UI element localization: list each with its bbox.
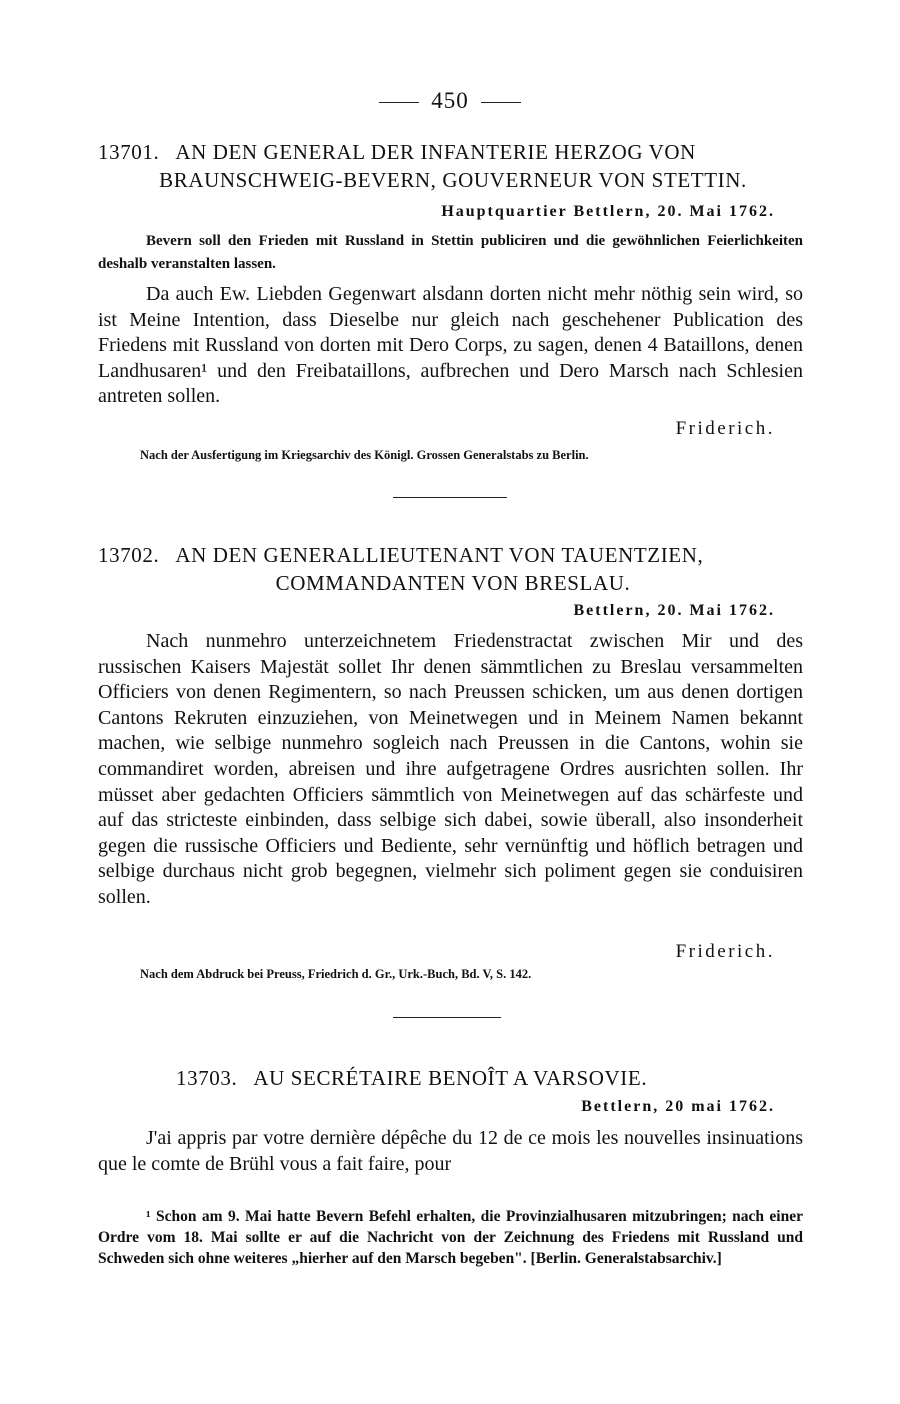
place-date: Bettlern, 20. Mai 1762. [573,602,775,619]
footnote: ¹ Schon am 9. Mai hatte Bevern Befehl erhalten, die Provinzialhusaren mitzubringen; nach einer Ordre vom 18. Mai sollte er auf die Nachricht von der Zeichnung des Friedens mit Russland und Schweden sich ohne weiteres „hierher auf den Marsch begeben". [Berlin. Generalstabsarchiv.] [98,1208,803,1267]
source-note: Nach der Ausfertigung im Kriegsarchiv des Königl. Grossen Generalstabs zu Berlin. [140,448,589,462]
heading-line-1: AN DEN GENERAL DER INFANTERIE HERZOG VON [175,140,696,164]
heading-line-2: COMMANDANTEN VON BRESLAU. [275,571,631,595]
section-divider [393,1017,501,1018]
heading-line-2: BRAUNSCHWEIG-BEVERN, GOUVERNEUR VON STETTIN. [159,168,747,192]
page-number-dash-right [481,102,521,103]
place-date: Hauptquartier Bettlern, 20. Mai 1762. [441,203,775,220]
page-number-text: 450 [431,88,469,113]
letter-summary: Bevern soll den Frieden mit Russland in Stettin publiciren und die gewöhnlichen Feierlichkeiten deshalb veranstalten lassen. [98,233,803,272]
letter-heading-13702 [98,541,808,597]
letter-number: 13702. [98,543,160,567]
letter-number: 13703. [176,1066,238,1090]
letter-number: 13701. [98,140,160,164]
heading-line-1: AU SECRÉTAIRE BENOÎT A VARSOVIE. [253,1066,648,1090]
letter-body: J'ai appris par votre dernière dépêche du 12 de ce mois les nouvelles insinuations que le comte de Brühl vous a fait faire, pour [98,1127,803,1175]
source-note: Nach dem Abdruck bei Preuss, Friedrich d. Gr., Urk.-Buch, Bd. V, S. 142. [140,967,532,981]
letter-heading-13701 [98,138,808,194]
letter-body: Da auch Ew. Liebden Gegenwart alsdann dorten nicht mehr nöthig sein wird, so ist Meine Intention, dass Dieselbe nur gleich nach geschehener Publication des Friedens mit Russland von dorten mit Dero Corps, zu sagen, denen 4 Bataillons, denen Landhusaren¹ und den Freibataillons, aufbrechen und Dero Marsch nach Schlesien antreten sollen. [98,283,803,408]
letter-heading-13703 [176,1064,776,1092]
page-number-dash-left [379,102,419,103]
place-date: Bettlern, 20 mai 1762. [581,1098,775,1115]
letter-body: Nach nunmehro unterzeichnetem Friedenstractat zwischen Mir und des russischen Kaisers Majestät sollet Ihr denen sämmtlichen zu Breslau versammelten Officiers von denen Regimentern, so nach Preussen schicken, um aus denen dortigen Cantons Rekruten einzuziehen, von Meinetwegen und in Meinem Namen bekannt machen, wie selbige nunmehro sogleich nach Preussen in die Cantons, wohin sie commandiret worden, abreisen und ihre aufgetragene Ordres ausrichten sollen. Ihr müsset aber gedachten Officiers sämmtlich von Meinetwegen auf das schärfeste und auf das stricteste einbinden, dass selbige sich dabei, sowie überall, also insonderheit gegen die russische Officiers und Bediente, sehr vernünftig und höflich betragen und selbige durchaus nicht grob begegnen, vielmehr sich poliment gegen sie conduisiren sollen. [98,630,803,908]
signature: Friderich. [675,418,775,439]
page-number [0,88,900,114]
heading-line-1: AN DEN GENERALLIEUTENANT VON TAUENTZIEN, [175,543,704,567]
signature: Friderich. [675,941,775,962]
section-divider [393,497,507,498]
